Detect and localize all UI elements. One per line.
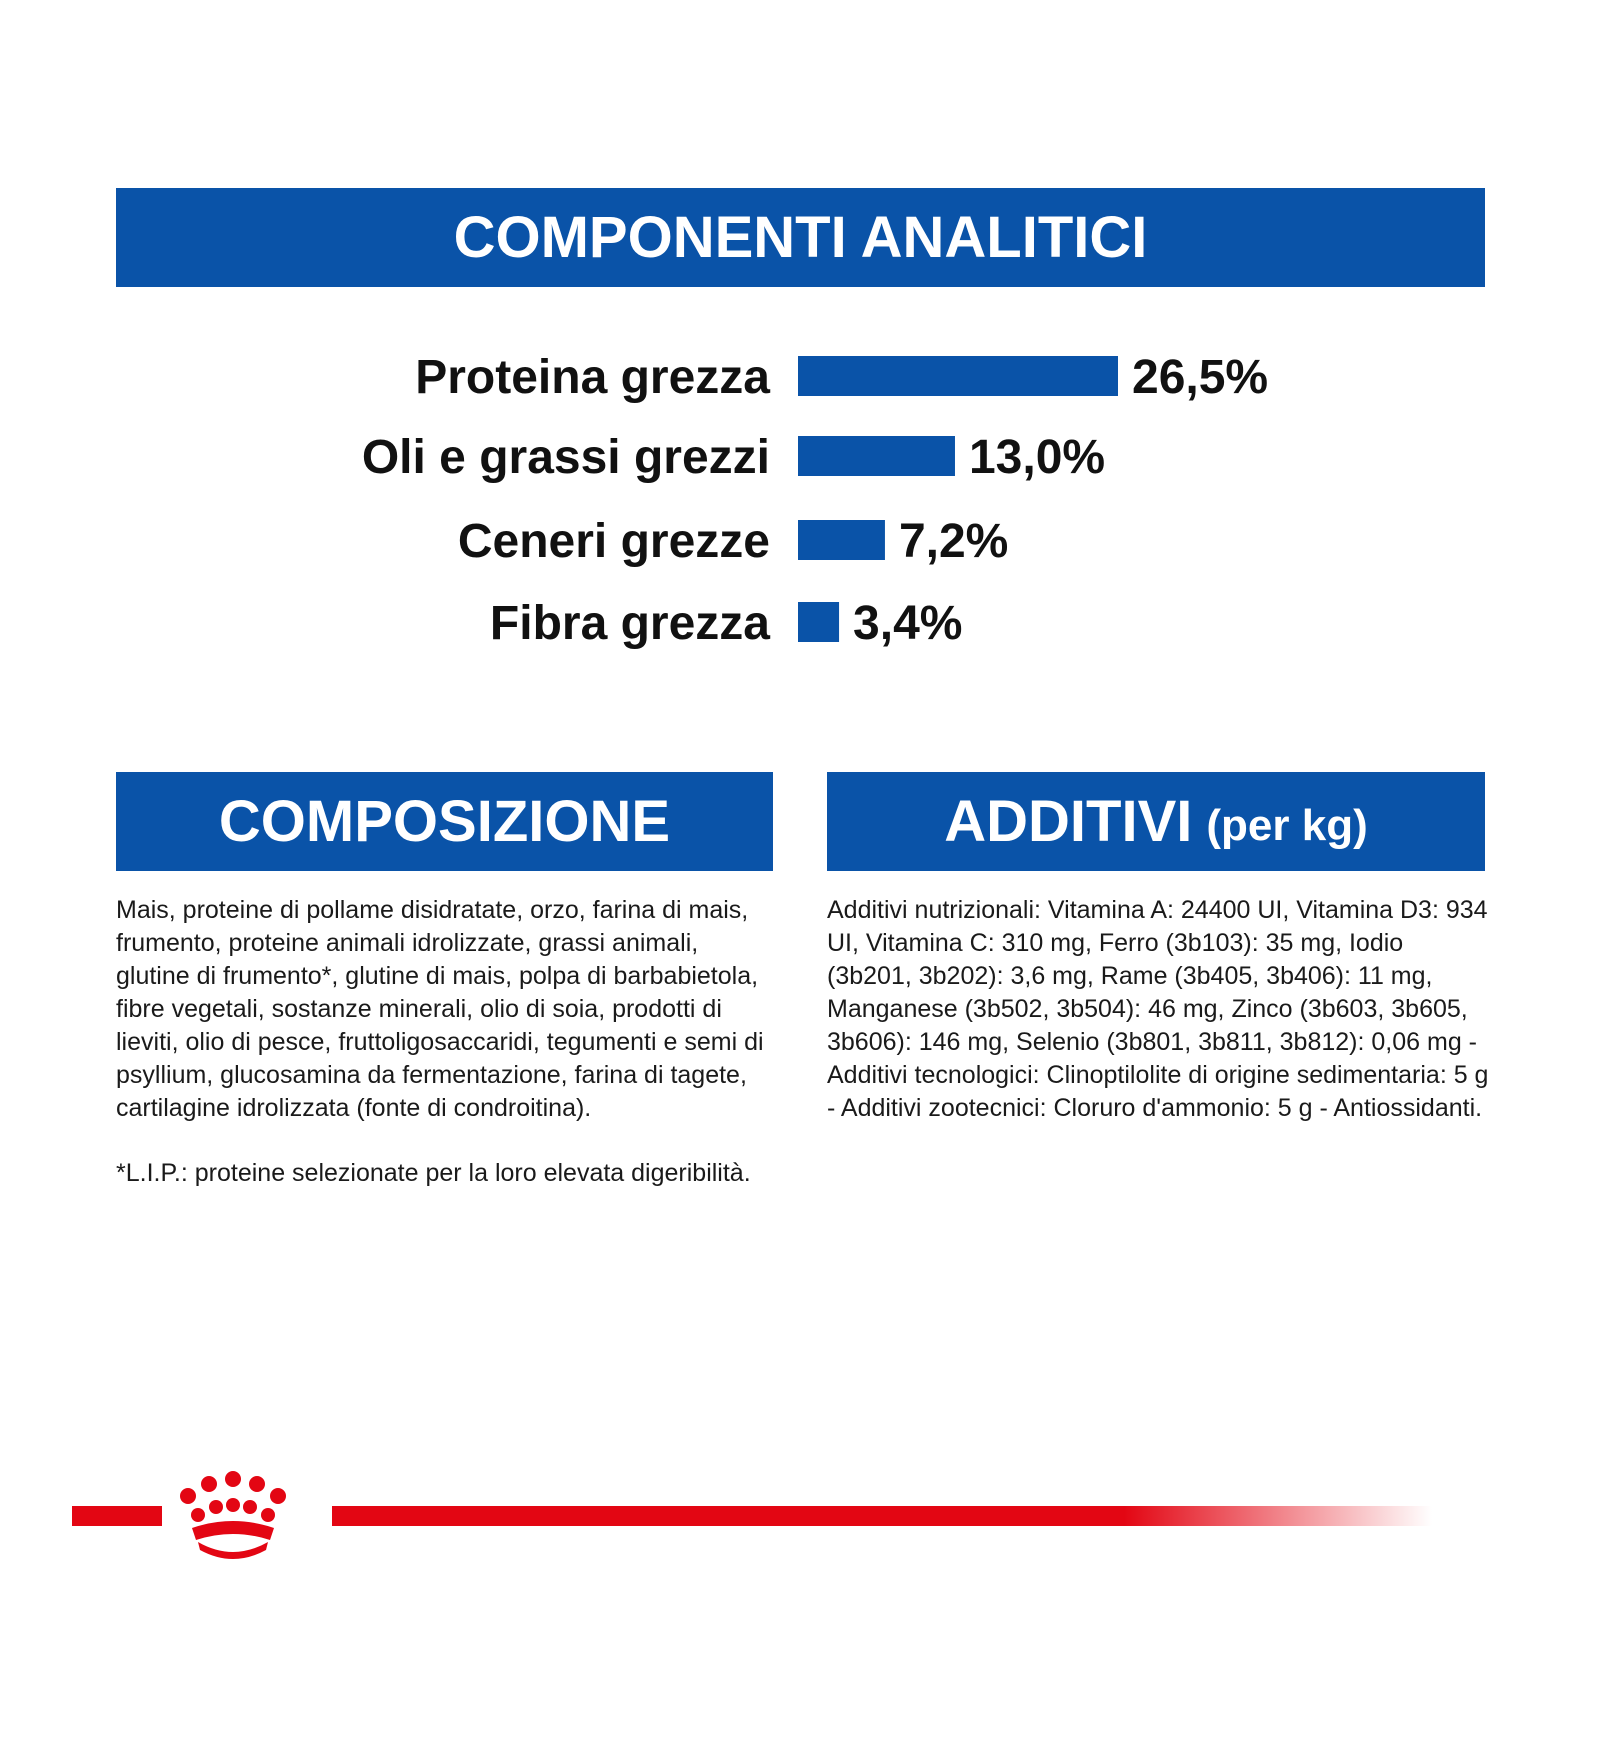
category-label: Fibra grezza: [489, 597, 770, 650]
additives-banner: [827, 772, 1485, 871]
brand-line-right: [332, 1506, 1432, 1526]
category-label: Proteina grezza: [415, 351, 770, 404]
value-label: 7,2%: [898, 515, 1009, 568]
bar: [798, 520, 885, 560]
additives-title: ADDITIVI: [944, 789, 1193, 854]
crown-icon: [180, 1471, 286, 1559]
additives-title-suffix: (per kg): [1206, 800, 1368, 850]
value-label: 3,4%: [853, 597, 963, 650]
category-label: Ceneri grezze: [457, 515, 770, 568]
value-label: 13,0%: [968, 431, 1106, 484]
value-label: 26,5%: [1132, 351, 1269, 404]
composition-banner: [116, 772, 773, 871]
brand-logo: [70, 1470, 1440, 1560]
composition-note: *L.I.P.: proteine selezionate per la loro elevata digeribilità.: [116, 1159, 751, 1187]
additives-text: Additivi nutrizionali: Vitamina A: 24400 UI, Vitamina D3: 934 UI, Vitamina C: 310 mg, Ferro (3b103): 35 mg, Iodio (3b201, 3b202): 3,6 mg, Rame (3b405, 3b406): 11 mg, Manganese (3b502, 3b504): 46 mg, Zinco (3b603, 3b605, 3b606): 146 mg, Selenio (3b801, 3b811, 3b812): 0,06 mg - Additivi tecnologici: Clinoptilolite di origine sedimentaria: 5 g - Additivi zootecnici: Cloruro d'ammonio: 5 g - Antiossidanti.: [827, 896, 1489, 1122]
brand-line-left: [72, 1506, 162, 1526]
bar: [798, 356, 1118, 396]
analytic-chart: [0, 0, 1600, 720]
bar: [798, 436, 955, 476]
composition-text: Mais, proteine di pollame disidratate, orzo, farina di mais, frumento, proteine animali idrolizzate, grassi animali, glutine di frumento*, glutine di mais, polpa di barbabietola, fibre vegetali, sostanze minerali, olio di soia, prodotti di lieviti, olio di pesce, fruttoligosaccaridi, tegumenti e semi di psyllium, glucosamina da fermentazione, farina di tagete, cartilagine idrolizzata (fonte di condroitina).: [116, 896, 764, 1122]
analytic-title: COMPONENTI ANALITICI: [453, 205, 1148, 270]
composition-title: COMPOSIZIONE: [218, 789, 671, 854]
category-label: Oli e grassi grezzi: [361, 431, 770, 484]
bar: [798, 602, 839, 642]
